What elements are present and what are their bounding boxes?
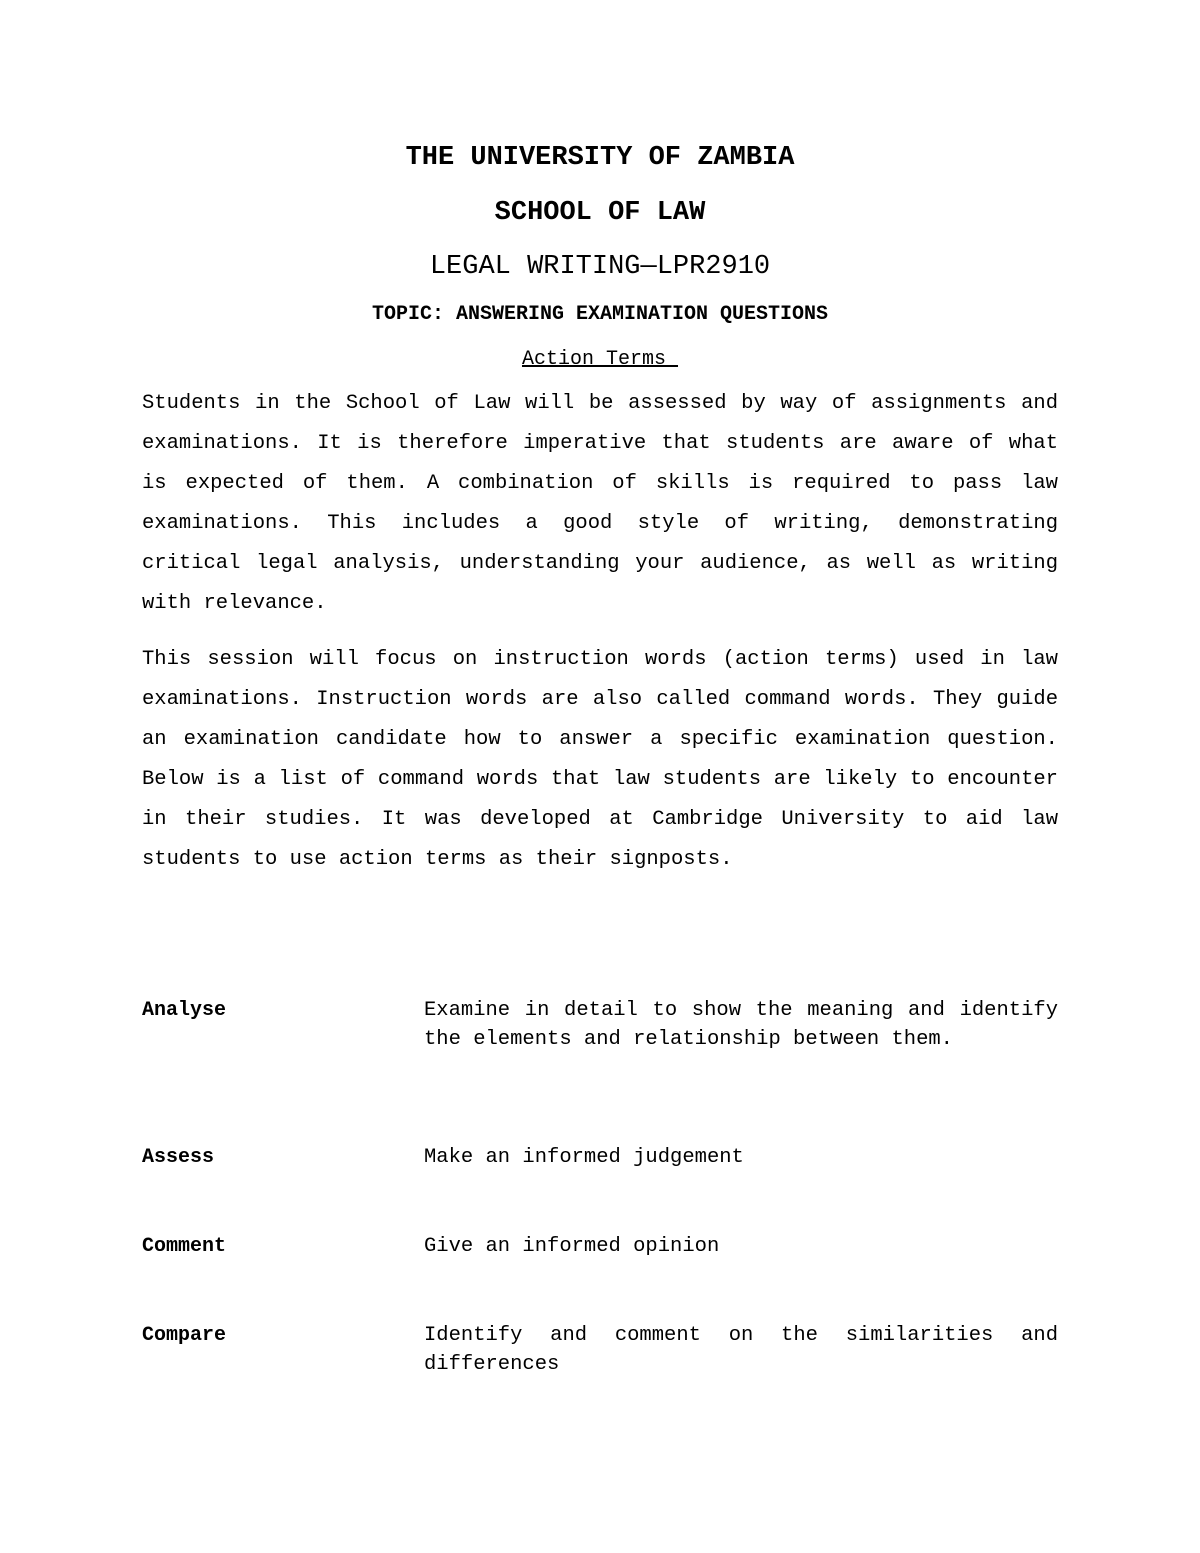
action-term: Assess	[142, 1146, 215, 1169]
school-title: SCHOOL OF LAW	[494, 198, 706, 228]
action-term-definition: Identify and comment on the similarities and differences	[424, 1324, 1058, 1376]
session-paragraph: This session will focus on instruction words (action terms) used in law examinations. Instruction words are also called command words. They guide an examination candidate how to answer a specific examination question. Below is a list of command words that law students are likely to encounter in their studies. It was developed at Cambridge University to aid law students to use action terms as their signposts.	[142, 648, 1058, 871]
action-term-definition: Examine in detail to show the meaning and identify the elements and relationship between them.	[424, 999, 1058, 1051]
action-term-definition: Make an informed judgement	[424, 1146, 744, 1169]
action-term: Compare	[142, 1324, 227, 1347]
action-terms-subheading: Action Terms	[521, 348, 679, 371]
action-term: Analyse	[142, 999, 227, 1022]
university-title: THE UNIVERSITY OF ZAMBIA	[405, 143, 795, 173]
course-title: LEGAL WRITING—LPR2910	[429, 252, 771, 282]
intro-paragraph: Students in the School of Law will be assessed by way of assignments and examinations. It is therefore imperative that students are aware of what is expected of them. A combination of skills is required to pass law examinations. This includes a good style of writing, demonstrating critical legal analysis, understanding your audience, as well as writing with relevance.	[142, 392, 1058, 615]
subheading-container	[0, 347, 1200, 373]
action-term: Comment	[142, 1235, 227, 1258]
action-term-definition: Give an informed opinion	[424, 1235, 720, 1258]
topic-title: TOPIC: ANSWERING EXAMINATION QUESTIONS	[371, 303, 829, 326]
